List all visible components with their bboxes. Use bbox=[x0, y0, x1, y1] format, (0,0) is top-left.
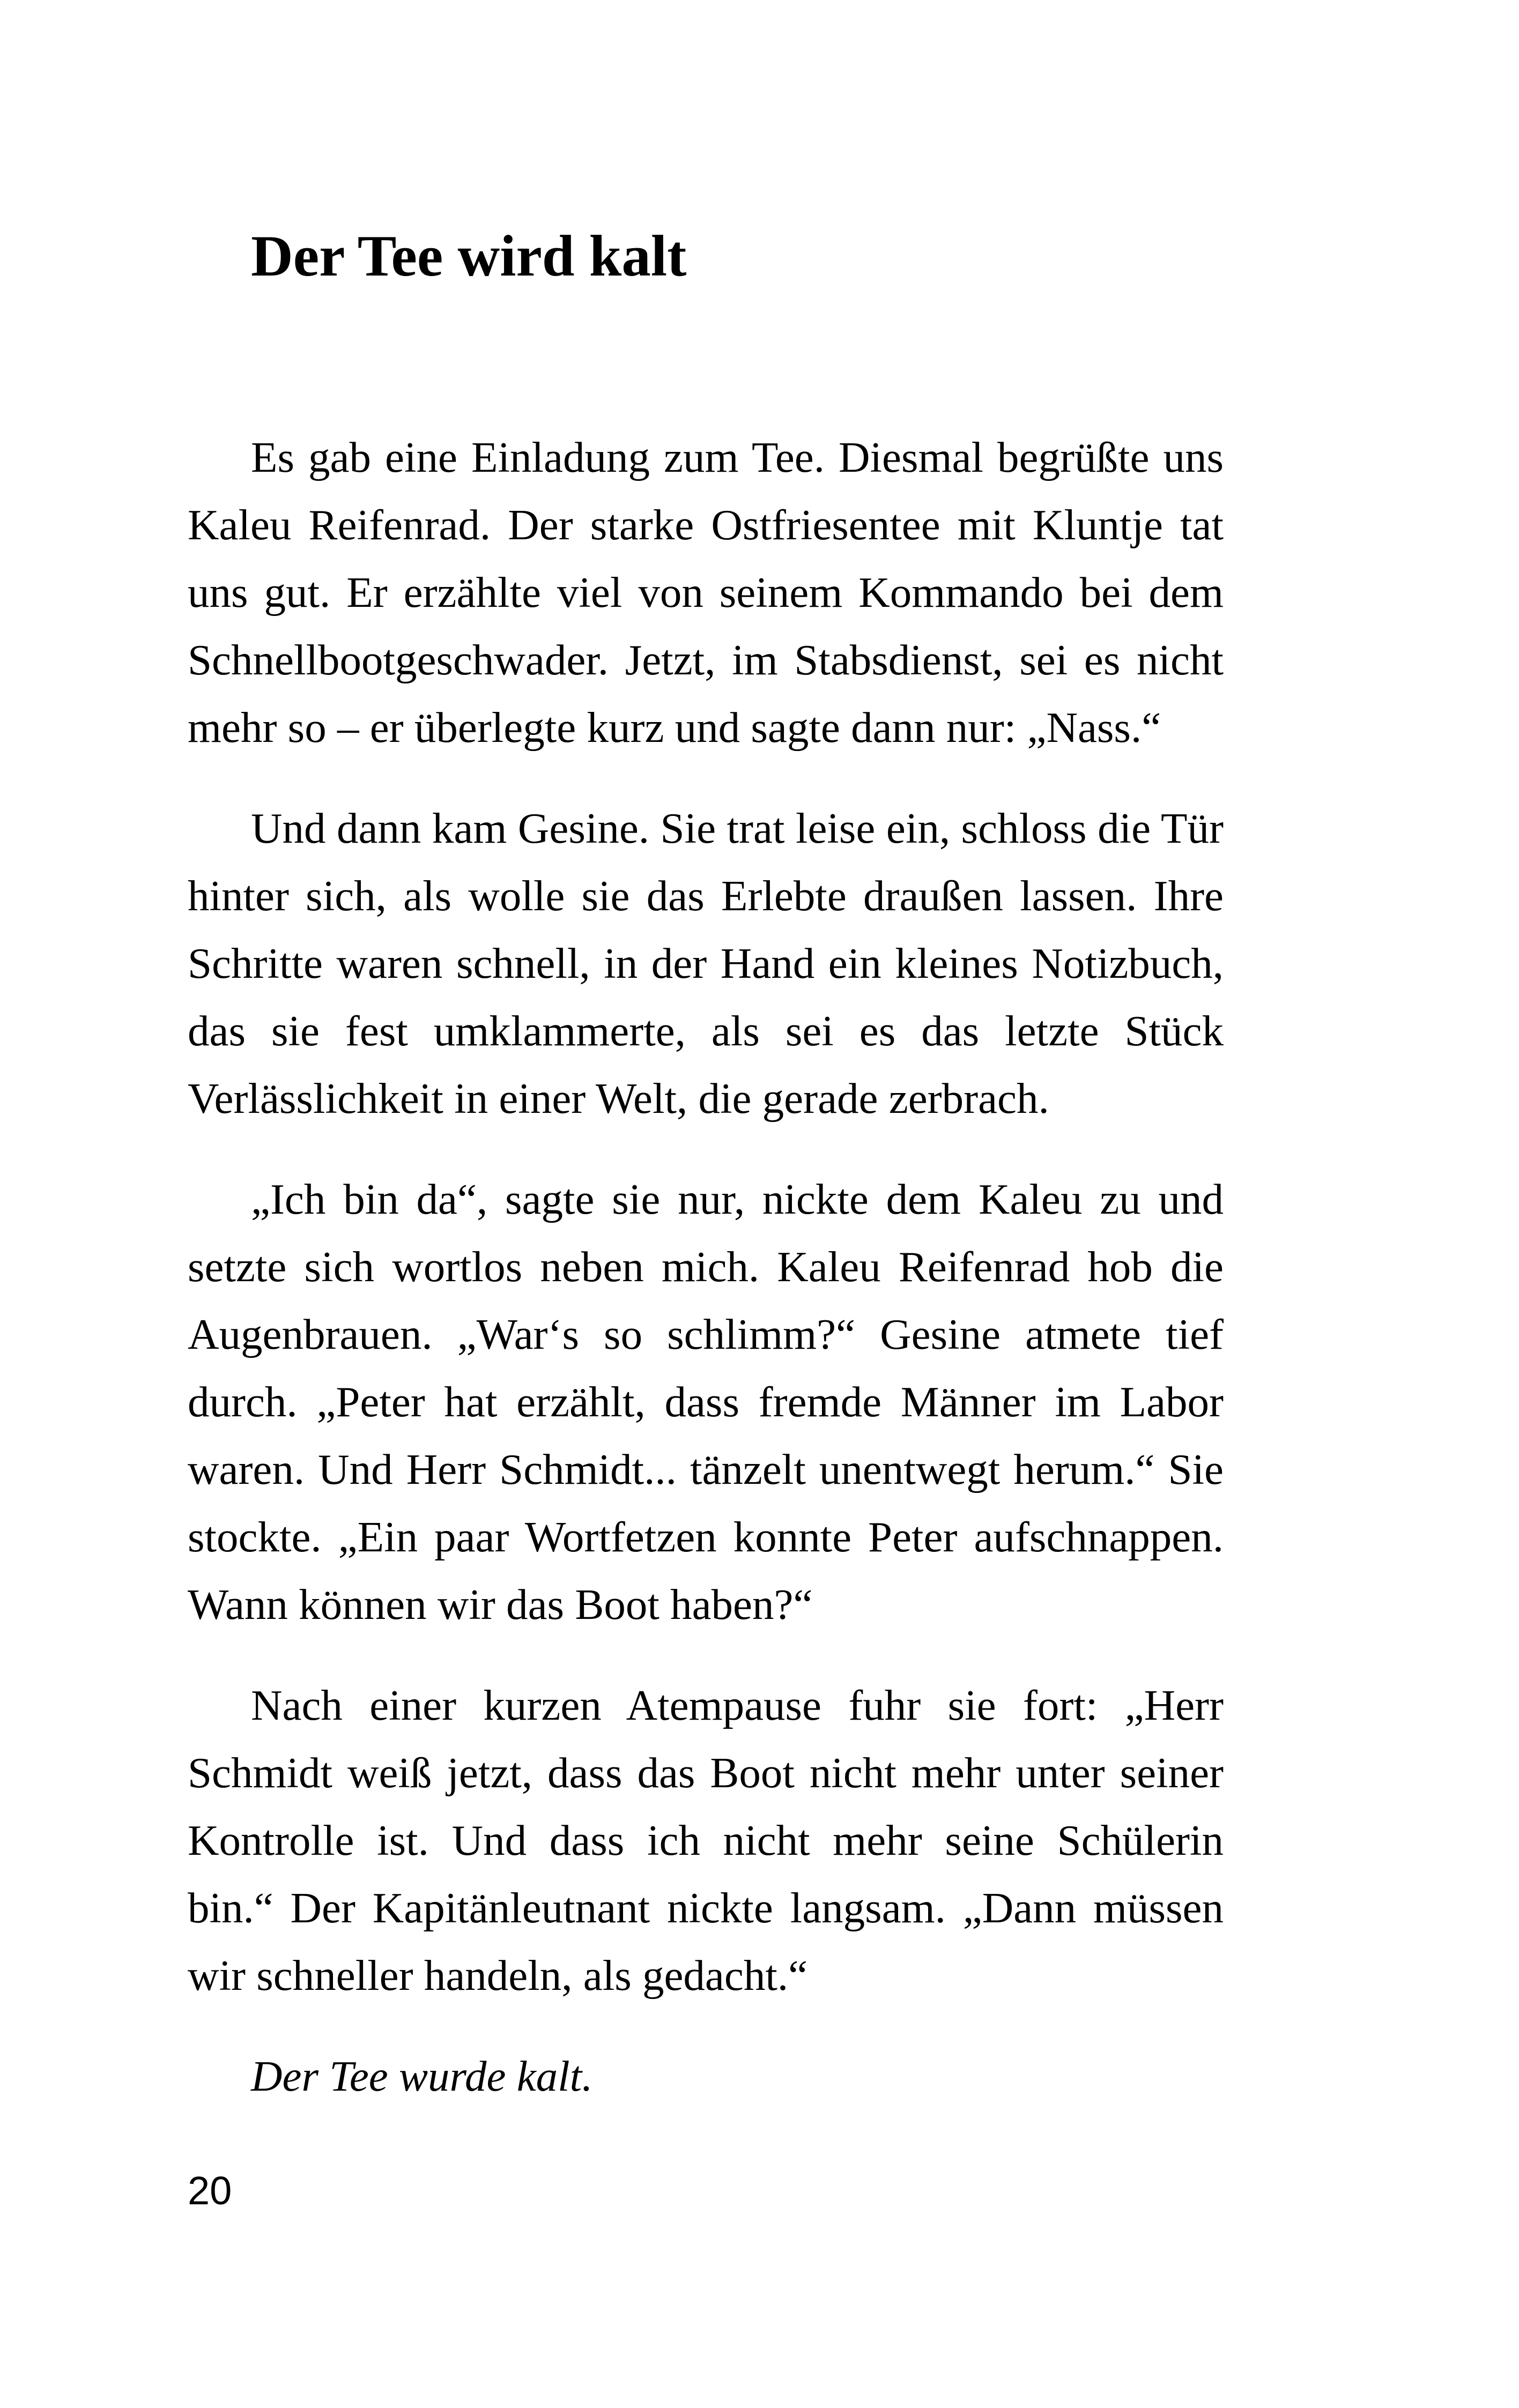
closing-line: Der Tee wurde kalt. bbox=[251, 2052, 593, 2100]
body-text bbox=[188, 423, 1224, 2143]
paragraph-3: „Ich bin da“, sagte sie nur, nickte dem Kaleu zu und setzte sich wortlos neben mich. Kaleu Reifenrad hob die Augenbrauen. „War‘s so schlimm?“ Gesine atmete tief durch. „Peter hat erzählt, dass fremde Männer im Labor waren. Und Herr Schmidt... tänzelt unentwegt herum.“ Sie stockte. „Ein paar Wortfetzen konnte Peter aufschnappen. Wann können wir das Boot haben?“ bbox=[188, 1175, 1224, 1629]
page-number: 20 bbox=[188, 2168, 232, 2213]
chapter-title: Der Tee wird kalt bbox=[251, 224, 687, 288]
paragraph-4: Nach einer kurzen Atempause fuhr sie fort: „Herr Schmidt weiß jetzt, dass das Boot nicht mehr unter seiner Kontrolle ist. Und dass ich nicht mehr seine Schülerin bin.“ Der Kapitänleutnant nickte langsam. „Dann müssen wir schneller handeln, als gedacht.“ bbox=[188, 1681, 1224, 2000]
paragraph-2: Und dann kam Gesine. Sie trat leise ein, schloss die Tür hinter sich, als wolle sie das Erlebte draußen lassen. Ihre Schritte waren schnell, in der Hand ein kleines Notizbuch, das sie fest umklammerte, als sei es das letzte Stück Verlässlichkeit in einer Welt, die gerade zerbrach. bbox=[188, 804, 1224, 1123]
paragraph-1: Es gab eine Einladung zum Tee. Diesmal begrüßte uns Kaleu Reifenrad. Der starke Ostfriesentee mit Kluntje tat uns gut. Er erzählte viel von seinem Kommando bei dem Schnellbootgeschwader. Jetzt, im Stabsdienst, sei es nicht mehr so – er überlegte kurz und sagte dann nur: „Nass.“ bbox=[188, 433, 1224, 752]
